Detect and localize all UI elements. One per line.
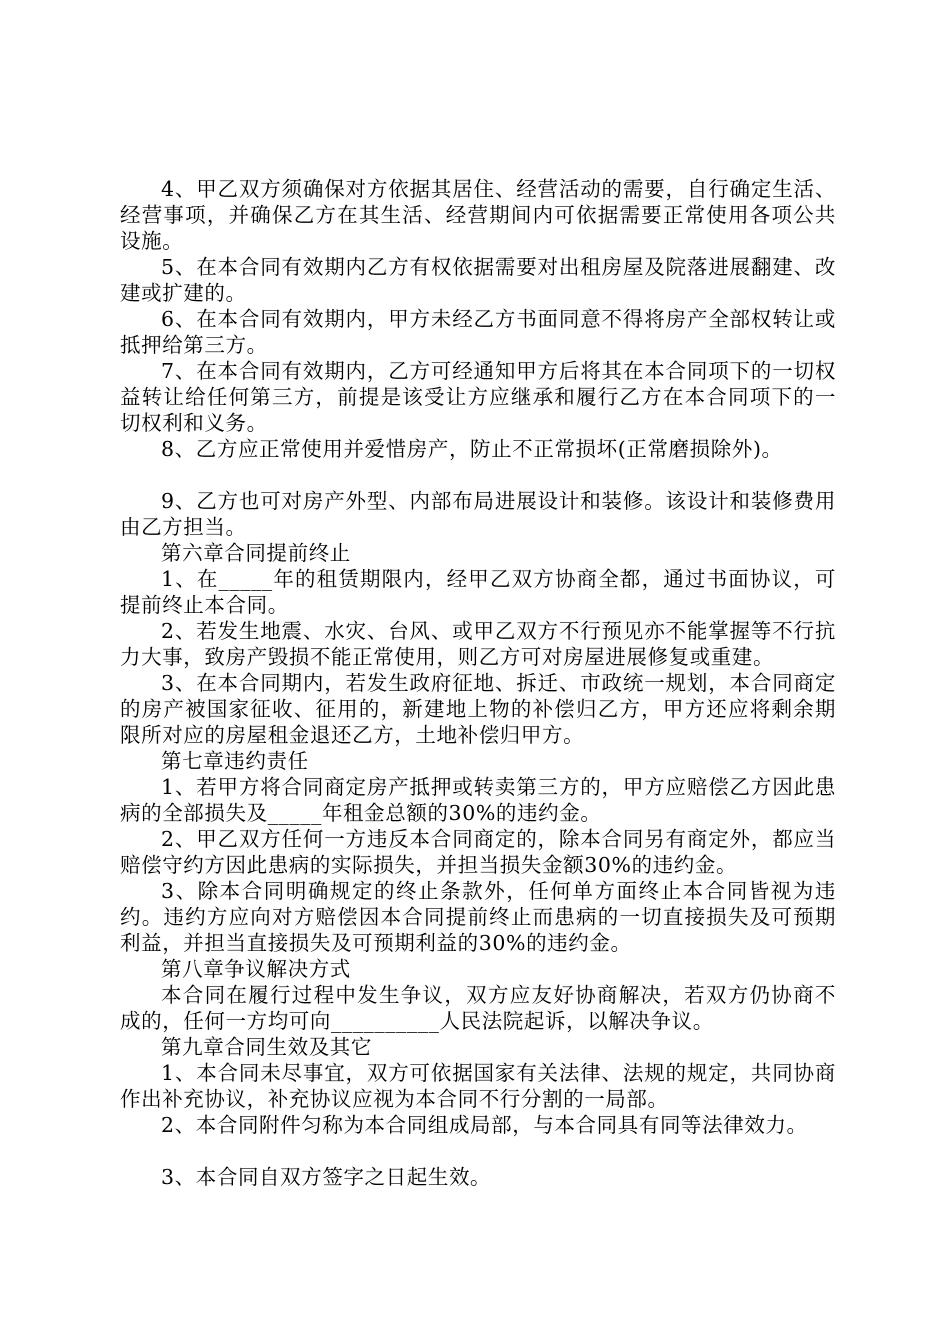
paragraph-clause-7: 7、在本合同有效期内，乙方可经通知甲方后将其在本合同项下的一切权益转让给任何第三方，前提是该受让方应继承和履行乙方在本合同项下的一切权利和义务。 [120,359,836,435]
paragraph-ch7-clause-3: 3、除本合同明确规定的终止条款外，任何单方面终止本合同皆视为违约。违约方应向对方赔偿因本合同提前终止而患病的一切直接损失及可预期利益，并担当直接损失及可预期利益的30%的违约金。 [120,879,836,955]
chapter-heading-6: 第六章合同提前终止 [161,541,351,565]
paragraph-ch7-clause-1: 1、若甲方将合同商定房产抵押或转卖第三方的，甲方应赔偿乙方因此患病的全部损失及_____年租金总额的30%的违约金。 [120,775,836,825]
paragraph-ch6-clause-3: 3、在本合同期内，若发生政府征地、拆迁、市政统一规划，本合同商定的房产被国家征收、征用的，新建地上物的补偿归乙方，甲方还应将剩余期限所对应的房屋租金退还乙方，土地补偿归甲方。 [120,671,836,747]
paragraph-ch8-text: 本合同在履行过程中发生争议，双方应友好协商解决，若双方仍协商不成的，任何一方均可向__________人民法院起诉，以解决争议。 [120,983,836,1033]
chapter-heading-8: 第八章争议解决方式 [161,957,351,981]
paragraph-clause-6: 6、在本合同有效期内，甲方未经乙方书面同意不得将房产全部权转让或抵押给第三方。 [120,307,836,357]
paragraph-ch9-clause-3: 3、本合同自双方签字之日起生效。 [161,1165,492,1189]
paragraph-clause-8: 8、乙方应正常使用并爱惜房产，防止不正常损坏(正常磨损除外)。 [161,437,783,461]
paragraph-ch7-clause-2: 2、甲乙双方任何一方违反本合同商定的，除本合同另有商定外，都应当赔偿守约方因此患病的实际损失，并担当损失金额30%的违约金。 [120,827,836,877]
paragraph-ch6-clause-2: 2、若发生地震、水灾、台风、或甲乙双方不行预见亦不能掌握等不行抗力大事，致房产毁损不能正常使用，则乙方可对房屋进展修复或重建。 [120,619,836,669]
paragraph-ch9-clause-2: 2、本合同附件匀称为本合同组成局部，与本合同具有同等法律效力。 [161,1113,808,1137]
paragraph-ch9-clause-1: 1、本合同未尽事宜，双方可依据国家有关法律、法规的规定，共同协商作出补充协议，补充协议应视为本合同不行分割的一局部。 [120,1061,836,1111]
paragraph-ch6-clause-1: 1、在_____年的租赁期限内，经甲乙双方协商全都，通过书面协议，可提前终止本合同。 [120,567,836,617]
paragraph-clause-5: 5、在本合同有效期内乙方有权依据需要对出租房屋及院落进展翻建、改建或扩建的。 [120,255,836,305]
chapter-heading-9: 第九章合同生效及其它 [161,1035,372,1059]
contract-body [120,176,836,1190]
paragraph-clause-4: 4、甲乙双方须确保对方依据其居住、经营活动的需要，自行确定生活、经营事项，并确保乙方在其生活、经营期间内可依据需要正常使用各项公共设施。 [120,177,836,253]
chapter-heading-7: 第七章违约责任 [161,749,309,773]
paragraph-clause-9: 9、乙方也可对房产外型、内部布局进展设计和装修。该设计和装修费用由乙方担当。 [120,489,836,539]
